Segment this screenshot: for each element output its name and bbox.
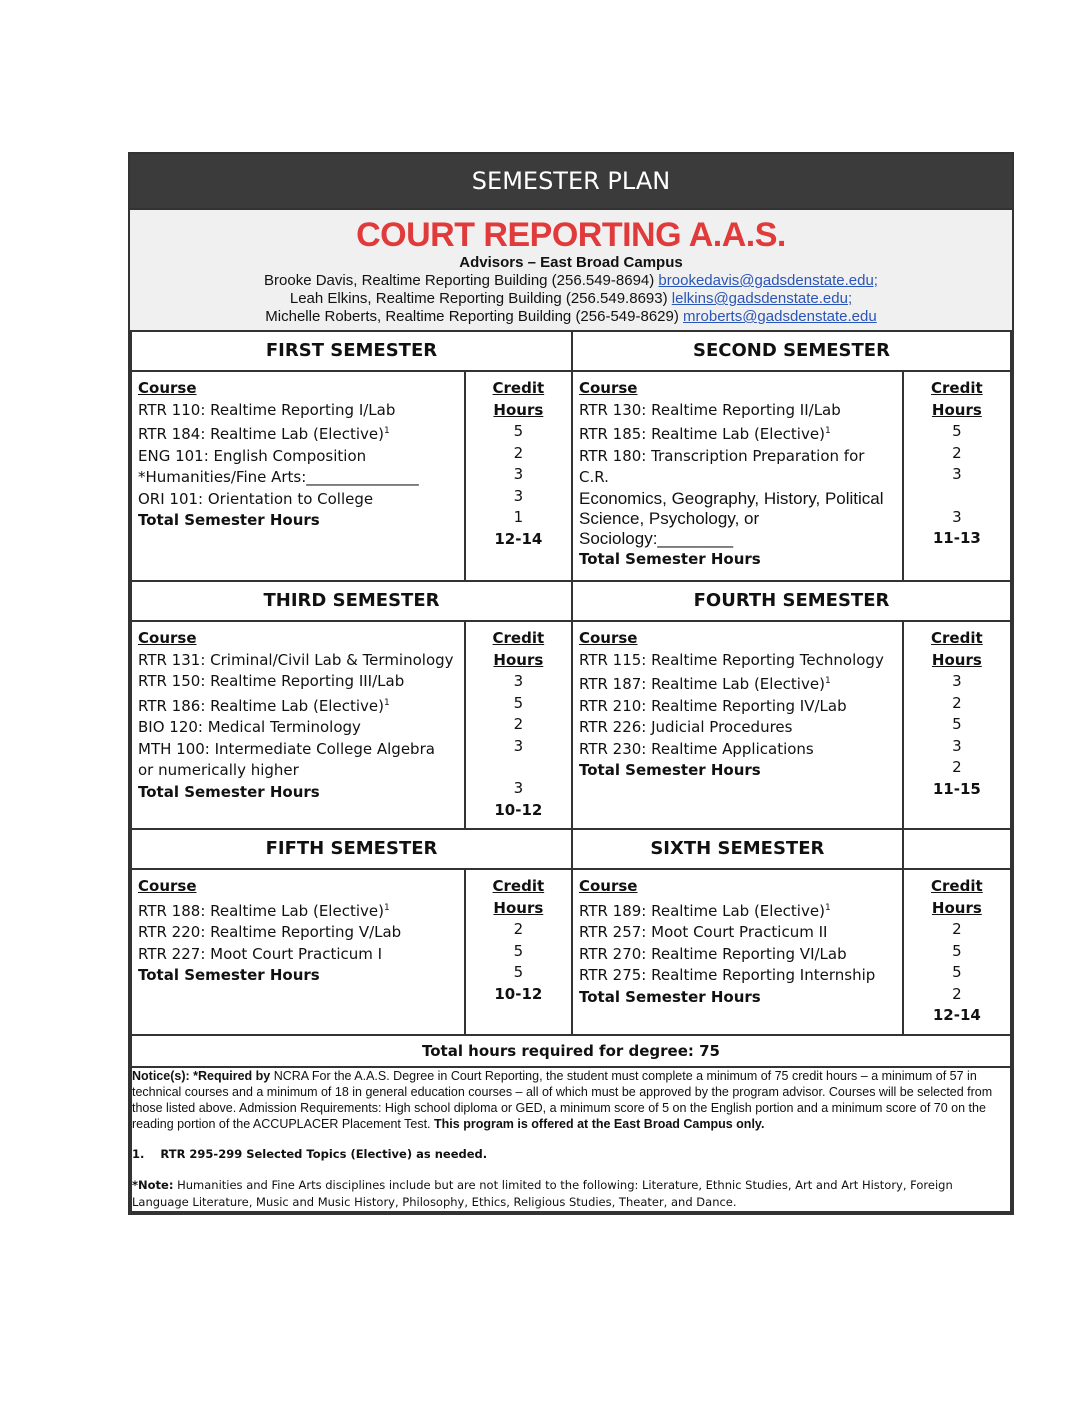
semester-table: [130, 330, 1012, 1213]
notice-label: Notice(s): *Required by: [132, 1069, 271, 1083]
advisor-text: Brooke Davis, Realtime Reporting Building (256.549-8694): [264, 272, 659, 289]
advisor-line: [130, 272, 1012, 290]
hours-header: Credit Hours: [492, 629, 545, 669]
course-item: RTR 185: Realtime Lab (Elective)$^1$: [578, 425, 831, 443]
hours-item: 3: [513, 736, 524, 755]
hours-column: [465, 371, 572, 581]
total-hours: 11-15: [932, 779, 981, 798]
course-header: Course: [578, 877, 638, 895]
notice-paragraph: [132, 1068, 1010, 1132]
hours-header: Credit Hours: [492, 379, 545, 419]
hours-item: 5: [952, 422, 962, 440]
course-item: RTR 230: Realtime Applications: [578, 739, 814, 758]
footnote: 1. RTR 295-299 Selected Topics (Elective) as needed.: [132, 1147, 488, 1161]
advisor-text: Leah Elkins, Realtime Reporting Building (256.549.8693): [289, 290, 672, 307]
notice-section: [131, 1067, 1011, 1212]
advisor-email-link[interactable]: brookedavis@gadsdenstate.edu;: [658, 272, 878, 289]
hours-item: 5: [513, 941, 524, 960]
advisor-line: [130, 290, 1012, 308]
total-label: Total Semester Hours: [578, 761, 761, 779]
advisor-line: [130, 308, 1012, 326]
hours-item: 3: [952, 465, 962, 483]
hours-column: [903, 869, 1011, 1035]
hours-item: 2: [513, 920, 524, 938]
semester-heading: SIXTH SEMESTER: [572, 829, 903, 869]
course-header: Course: [578, 379, 638, 397]
semester-heading: FOURTH SEMESTER: [572, 581, 1011, 621]
semester-heading: THIRD SEMESTER: [131, 581, 572, 621]
course-item: RTR 226: Judicial Procedures: [578, 718, 793, 736]
course-item: BIO 120: Medical Terminology: [138, 718, 361, 736]
total-hours: 11-13: [932, 529, 981, 547]
course-header: Course: [138, 379, 197, 397]
hours-item: 2: [952, 693, 962, 712]
advisors-heading: Advisors – East Broad Campus: [459, 254, 683, 271]
hours-column: [465, 621, 572, 829]
course-item: RTR 187: Realtime Lab (Elective)$^1$: [578, 675, 831, 693]
hours-item: 5: [513, 422, 524, 440]
hours-column: [903, 371, 1011, 581]
course-item: RTR 210: Realtime Reporting IV/Lab: [578, 696, 847, 715]
hours-header: Credit Hours: [931, 877, 983, 917]
total-label: Total Semester Hours: [138, 966, 320, 984]
advisor-email-link[interactable]: mroberts@gadsdenstate.edu: [683, 308, 877, 325]
hours-column: [465, 869, 572, 1035]
course-item: RTR 257: Moot Court Practicum II: [578, 923, 828, 941]
hours-item: 5: [513, 693, 524, 712]
course-item: RTR 188: Realtime Lab (Elective)$^1$: [138, 901, 390, 920]
degree-total: Total hours required for degree: 75: [131, 1035, 1011, 1067]
hours-item: 1: [513, 508, 524, 526]
semester-heading: SECOND SEMESTER: [572, 331, 1011, 371]
course-item: ORI 101: Orientation to College: [138, 489, 374, 508]
course-item: ENG 101: English Composition: [138, 446, 367, 465]
total-hours: 12-14: [494, 529, 543, 548]
course-item: RTR 227: Moot Court Practicum I: [138, 944, 383, 963]
program-title: COURT REPORTING A.A.S.: [356, 216, 786, 254]
total-hours: 12-14: [932, 1006, 981, 1024]
hours-item: 2: [952, 984, 962, 1003]
hours-item: 3: [513, 779, 524, 797]
total-label: Total Semester Hours: [138, 511, 320, 529]
hours-item: 3: [952, 672, 962, 690]
hours-item: 5: [952, 963, 962, 981]
course-column: [572, 869, 903, 1035]
course-item: RTR 130: Realtime Reporting II/Lab: [578, 400, 841, 419]
advisor-email-link[interactable]: lelkins@gadsdenstate.edu;: [671, 290, 853, 307]
course-column: [131, 621, 465, 829]
hours-header: Credit Hours: [931, 379, 983, 419]
course-item: RTR 184: Realtime Lab (Elective)$^1$: [138, 425, 390, 443]
course-item: RTR 186: Realtime Lab (Elective)$^1$: [138, 696, 390, 715]
total-hours: 10-12: [494, 984, 543, 1003]
hours-item: 5: [513, 963, 524, 981]
hours-item: 2: [513, 443, 524, 462]
course-item: *Humanities/Fine Arts:_______________: [138, 468, 419, 486]
total-hours: 10-12: [494, 800, 543, 819]
course-item: RTR 270: Realtime Reporting VI/Lab: [578, 944, 847, 963]
total-label: Total Semester Hours: [578, 987, 761, 1006]
humanities-note: [132, 1177, 1010, 1211]
course-item: RTR 115: Realtime Reporting Technology: [578, 650, 884, 669]
course-header: Course: [138, 629, 197, 647]
hours-item: 5: [952, 941, 962, 960]
course-column: [572, 621, 903, 829]
course-header: Course: [578, 629, 638, 647]
course-item: RTR 189: Realtime Lab (Elective)$^1$: [578, 901, 831, 920]
hours-item: 2: [513, 715, 524, 733]
course-item: RTR 180: Transcription Preparation for C.R.: [578, 446, 865, 486]
course-column: [572, 371, 903, 581]
advisor-text: Michelle Roberts, Realtime Reporting Building (256-549-8629): [265, 308, 684, 325]
hours-item: 2: [952, 443, 962, 462]
total-label: Total Semester Hours: [138, 782, 320, 801]
hours-item: 2: [952, 758, 962, 776]
total-label: Total Semester Hours: [578, 549, 761, 568]
hours-item: 3: [513, 486, 524, 505]
notice-campus: This program is offered at the East Broad Campus only.: [434, 1117, 765, 1131]
course-item: RTR 131: Criminal/Civil Lab & Terminology: [138, 650, 454, 669]
hours-column: [903, 621, 1011, 829]
course-item: Economics, Geography, History, Political Science, Psychology, or Sociology:________: [578, 488, 884, 548]
note-body: Humanities and Fine Arts disciplines include but are not limited to the following: Literature, Ethnic Studies, Art and Art History, Foreign Language Literature, Music and Music History, Philosophy, Ethics, Religious Studies, Theater, and Dance.: [132, 1178, 953, 1209]
hours-header: Credit Hours: [492, 877, 545, 917]
hours-item: 3: [952, 507, 962, 526]
semester-heading: FIFTH SEMESTER: [131, 829, 572, 869]
semester-plan-document: [128, 152, 1014, 1215]
program-header: [130, 208, 1012, 330]
hours-item: 5: [952, 715, 962, 733]
empty-heading-cell: [903, 829, 1011, 869]
hours-item: 3: [513, 465, 524, 483]
semester-heading: FIRST SEMESTER: [131, 331, 572, 371]
course-header: Course: [138, 877, 197, 895]
hours-item: 2: [952, 920, 962, 938]
course-item: RTR 275: Realtime Reporting Internship: [578, 966, 876, 984]
hours-header: Credit Hours: [931, 629, 983, 669]
note-label: *Note:: [132, 1178, 174, 1192]
banner-title: SEMESTER PLAN: [130, 154, 1012, 208]
course-column: [131, 371, 465, 581]
hours-item: 3: [952, 736, 962, 755]
course-item: RTR 220: Realtime Reporting V/Lab: [138, 923, 402, 941]
notice-body: NCRA For the A.A.S. Degree in Court Reporting, the student must complete a minimum of 75 credit hours – a minimum of 57 in technical courses and a minimum of 18 in general education courses – all of which must be approved by the program advisor. Courses will be selected from those listed above. Admission Requirements: High school diploma or GED, a minimum score of 5 on the English portion and a minimum score of 70 on the reading portion of the ACCUPLACER Placement Test.: [132, 1069, 993, 1131]
hours-item: 3: [513, 672, 524, 690]
course-column: [131, 869, 465, 1035]
course-item: RTR 150: Realtime Reporting III/Lab: [138, 672, 405, 690]
course-item: RTR 110: Realtime Reporting I/Lab: [138, 400, 396, 419]
course-item: MTH 100: Intermediate College Algebra or numerically higher: [138, 739, 435, 779]
